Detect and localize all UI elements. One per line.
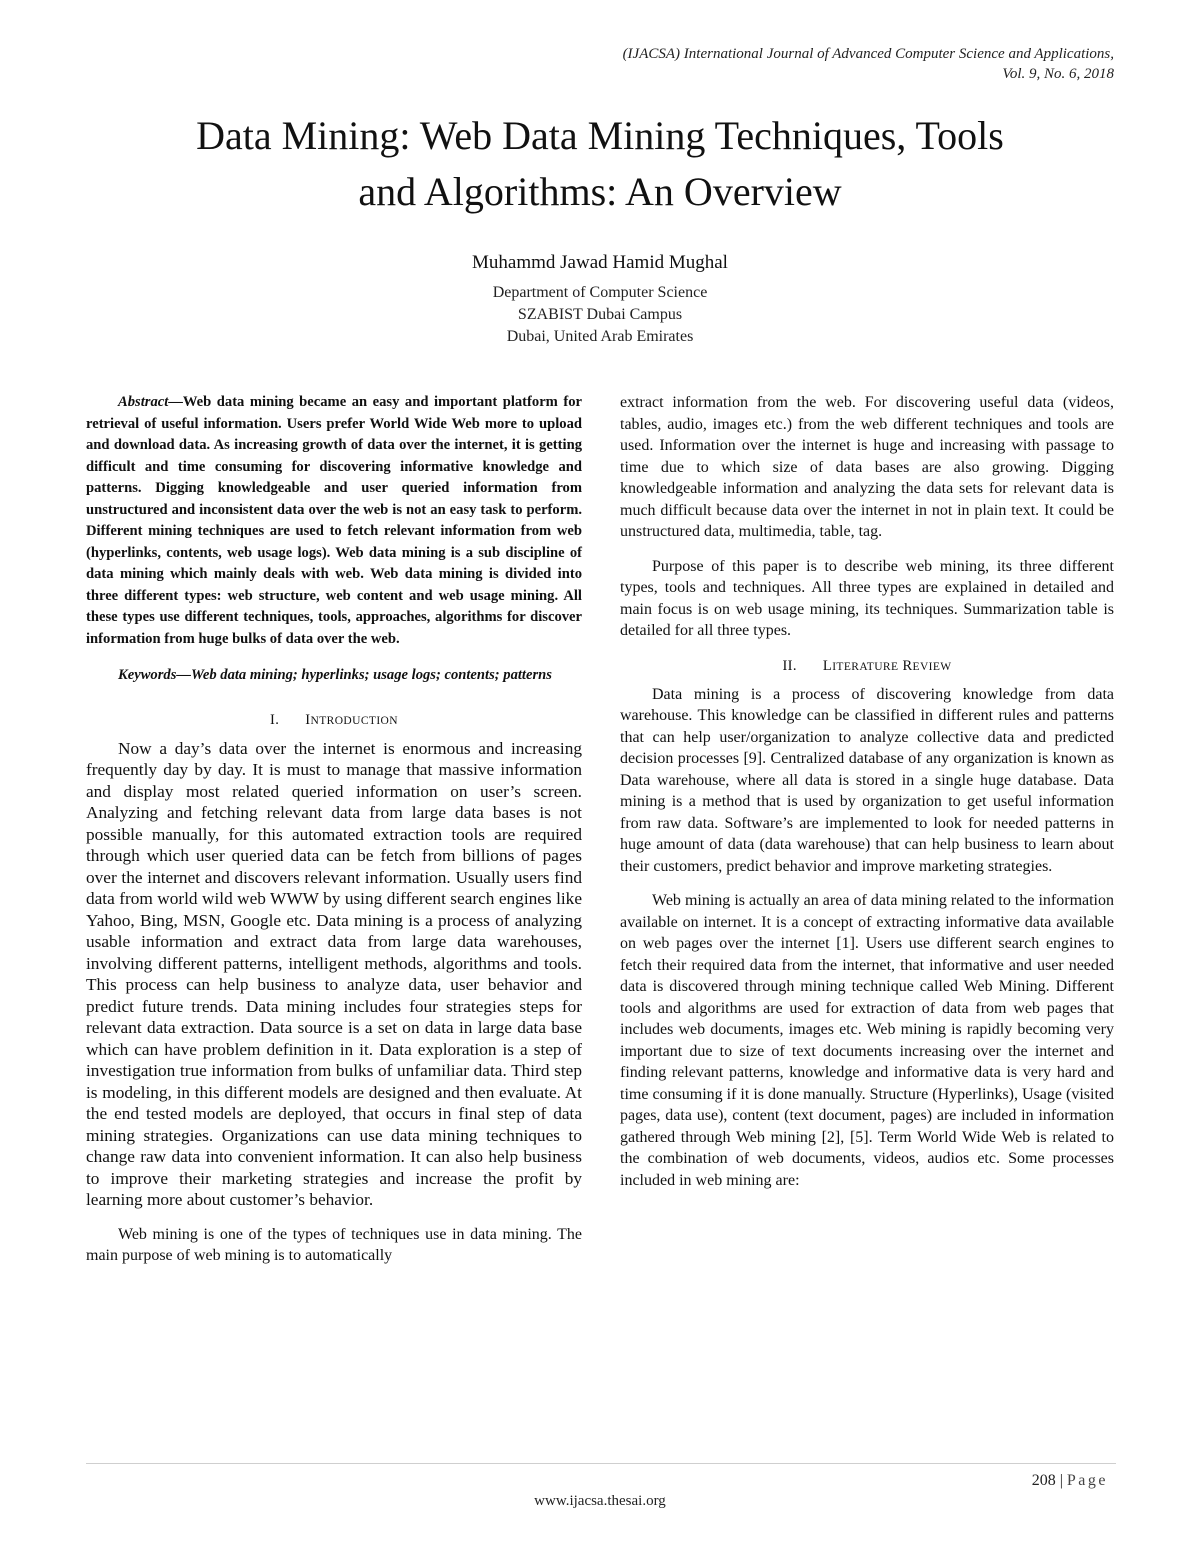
keywords: [86, 665, 582, 687]
intro-paragraph-2-continued: [620, 392, 1114, 543]
keywords-body: —Web data mining; hyperlinks; usage logs; contents; patterns: [176, 667, 552, 683]
section-initial-2: R: [902, 657, 913, 674]
page-separator: |: [1059, 1472, 1063, 1489]
abstract-body: —Web data mining became an easy and important platform for retrieval of useful information. Users prefer World Wide Web more to upload and download data. As increasing growth of data over the internet, it is getting difficult and time consuming for discovering informative knowledge and patterns. Digging knowledgeable and user queried information from unstructured and inconsistent data over the web is not an easy task to perform. Different mining techniques are used to fetch relevant information from web (hyperlinks, contents, web usage logs). Web data mining is a sub discipline of data mining which mainly deals with web. Web data mining is divided into three different types: web structure, web content and web usage mining. All these types use different techniques, tools, approaches, algorithms for discover information from huge bulks of data over the web.: [86, 394, 582, 647]
section-heading-literature-review: [620, 655, 1114, 678]
section-title-rest: NTRODUCTION: [310, 714, 398, 727]
page-number-value: 208: [1031, 1472, 1056, 1489]
intro-paragraph-2-continued-text: extract information from the web. For discovering useful data (videos, tables, audio, images etc.) from the web different techniques and tools are used. Information over the internet is huge and increasing with passage to time due to which size of data bases are also growing. Digging knowledgeable information and analyzing the data sets for relevant data is much difficult because data over the internet in not in plain text. It could be unstructured data, multimedia, table, tag.: [620, 394, 1114, 540]
page-number: [1032, 1472, 1108, 1490]
abstract: [86, 392, 582, 650]
footer-divider: [86, 1463, 1116, 1464]
section-number: II.: [782, 657, 797, 674]
right-column: [620, 392, 1114, 1204]
intro-paragraph-2: [86, 1224, 582, 1267]
intro-paragraph-2-text: Web mining is one of the types of techniques use in data mining. The main purpose of web mining is to automatically: [86, 1225, 582, 1264]
section-initial: I: [305, 711, 311, 728]
left-column: [86, 392, 582, 1280]
literature-paragraph-2: Web mining is actually an area of data mining related to the information available on internet. It is a concept of extracting informative data available on web pages over the internet [1]. Users use different search engines to fetch their required data from the internet, that informative and user needed data is discovered through mining technique called Web Mining. Different tools and algorithms are used for extraction of data from web pages that includes web documents, images etc. Web mining is rapidly becoming very important due to size of text documents increasing over the internet and finding relevant patterns, knowledge and informative data is very hard and time consuming if it is done manually. Structure (Hyperlinks), Usage (visited pages, data use), content (text document, pages) are included in information gathered through Web mining [2], [5]. Term World Wide Web is related to the combination of web documents, videos, audios etc. Some processes included in web mining are:: [620, 892, 1114, 1189]
title-line-1: Data Mining: Web Data Mining Techniques, Tools: [196, 113, 1004, 158]
section-number: I.: [270, 711, 280, 728]
page-label: Page: [1066, 1472, 1108, 1489]
paper-title: [100, 108, 1100, 220]
intro-paragraph-1: Now a day’s data over the internet is enormous and increasing frequently day by day. It is must to manage that massive information and display most related queried information on user’s screen. Analyzing and fetching relevant data from large data bases is not possible manually, for this automated extraction tools are required through which user queried data can be fetch from billions of pages over the internet and discovers relevant information. Usually users find data from world wild web WWW by using different search engines like Yahoo, Bing, MSN, Google etc. Data mining is a process of analyzing usable information and extract data from large data warehouses, involving different patterns, intelligent methods, algorithms and tools. This process can help business to analyze data, user behavior and predict future trends. Data mining includes four strategies steps for relevant data extraction. Data source is a set on data in large data base which can have problem definition in it. Data exploration is a step of investigation true information from bulks of unfamiliar data. Third step is modeling, in this different models are designed and then evaluate. At the end tested models are deployed, that occurs in final step of data mining strategies. Organizations can use data mining techniques to change raw data into convenient information. It can also help business to improve their marketing strategies and increase the profit by learning more about customer’s behavior.: [86, 738, 582, 1209]
section-title-rest-2: EVIEW: [912, 660, 952, 673]
journal-volume: Vol. 9, No. 6, 2018: [1002, 66, 1114, 82]
keywords-lead: Keywords: [118, 667, 177, 683]
abstract-lead: Abstract: [118, 394, 169, 410]
author-campus: SZABIST Dubai Campus: [517, 306, 683, 323]
author-block: [300, 250, 900, 348]
journal-url: www.ijacsa.thesai.org: [534, 1493, 666, 1509]
author-name: Muhammd Jawad Hamid Mughal: [472, 252, 728, 273]
author-department: Department of Computer Science: [492, 284, 708, 301]
title-line-2: and Algorithms: An Overview: [358, 169, 842, 214]
section-initial-1: L: [822, 657, 833, 674]
literature-paragraph-1: Data mining is a process of discovering knowledge from data warehouse. This knowledge can be classified in different rules and patterns that can help user/organization to analyze collective data and predicted decision processes [9]. Centralized database of any organization is known as Data warehouse, where all data is stored in a single huge database. Data mining is a method that is used by organization to get useful information from raw data. Software’s are implemented to look for needed patterns in huge amount of data (data warehouse) that can help business to learn about their customers, predict behavior and improve marketing strategies.: [620, 685, 1114, 875]
section-title-rest-1: ITERATURE: [832, 660, 899, 673]
section-heading-introduction: [86, 709, 582, 732]
author-location: Dubai, United Arab Emirates: [506, 328, 694, 345]
intro-paragraph-3: Purpose of this paper is to describe web mining, its three different types, tools and techniques. All three types are explained in detailed and main focus is on web usage mining, its techniques. Summarization table is detailed for all three types.: [620, 557, 1114, 639]
journal-header: [414, 44, 1114, 84]
journal-name: (IJACSA) International Journal of Advanced Computer Science and Applications,: [622, 46, 1114, 62]
